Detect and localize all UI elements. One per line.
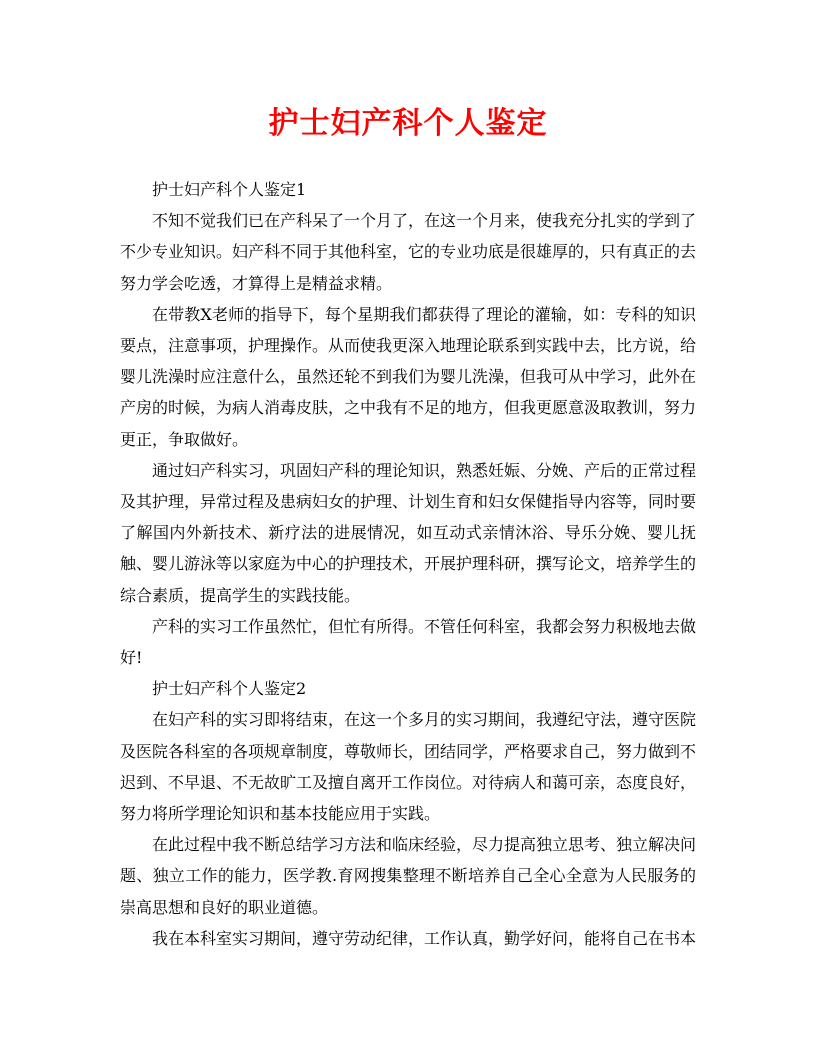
body-paragraph: 通过妇产科实习，巩固妇产科的理论知识，熟悉妊娠、分娩、产后的正常过程及其护理，异常过程及患病妇女的护理、计划生育和妇女保健指导内容等，同时要了解国内外新技术、新疗法的进展情况，如互动式亲情沐浴、导乐分娩、婴儿抚触、婴儿游泳等以家庭为中心的护理技术，开展护理科研，撰写论文，培养学生的综合素质，提高学生的实践技能。: [120, 460, 697, 605]
body-paragraph: 产科的实习工作虽然忙，但忙有所得。不管任何科室，我都会努力积极地去做好!: [120, 616, 697, 668]
body-paragraph: 不知不觉我们已在产科呆了一个月了，在这一个月来，使我充分扎实的学到了不少专业知识。妇产科不同于其他科室，它的专业功底是很雄厚的，只有真正的去努力学会吃透，才算得上是精益求精。: [120, 211, 697, 293]
section-heading-1: 护士妇产科个人鉴定1: [152, 180, 307, 199]
document-body: [120, 174, 696, 954]
page-title: 护士妇产科个人鉴定: [268, 106, 548, 141]
section-heading-2: 护士妇产科个人鉴定2: [152, 679, 307, 699]
body-paragraph: 在此过程中我不断总结学习方法和临床经验，尽力提高独立思考、独立解决问题、独立工作的能力，医学教.育网搜集整理不断培养自己全心全意为人民服务的崇高思想和良好的职业道德。: [120, 835, 697, 917]
body-paragraph: 在带教X老师的指导下，每个星期我们都获得了理论的灌输，如：专科的知识要点，注意事项，护理操作。从而使我更深入地理论联系到实践中去，比方说，给婴儿洗澡时应注意什么，虽然还轮不到我们为婴儿洗澡，但我可从中学习，此外在产房的时候，为病人消毒皮肤，之中我有不足的地方，但我更愿意汲取教训，努力更正，争取做好。: [120, 304, 697, 449]
body-paragraph: 在妇产科的实习即将结束，在这一个多月的实习期间，我遵纪守法，遵守医院及医院各科室的各项规章制度，尊敬师长，团结同学，严格要求自己，努力做到不迟到、不早退、不无故旷工及擅自离开工作岗位。对待病人和蔼可亲，态度良好，努力将所学理论知识和基本技能应用于实践。: [120, 710, 697, 824]
body-paragraph: 我在本科室实习期间，遵守劳动纪律，工作认真，勤学好问，能将自己在书本: [152, 928, 697, 948]
